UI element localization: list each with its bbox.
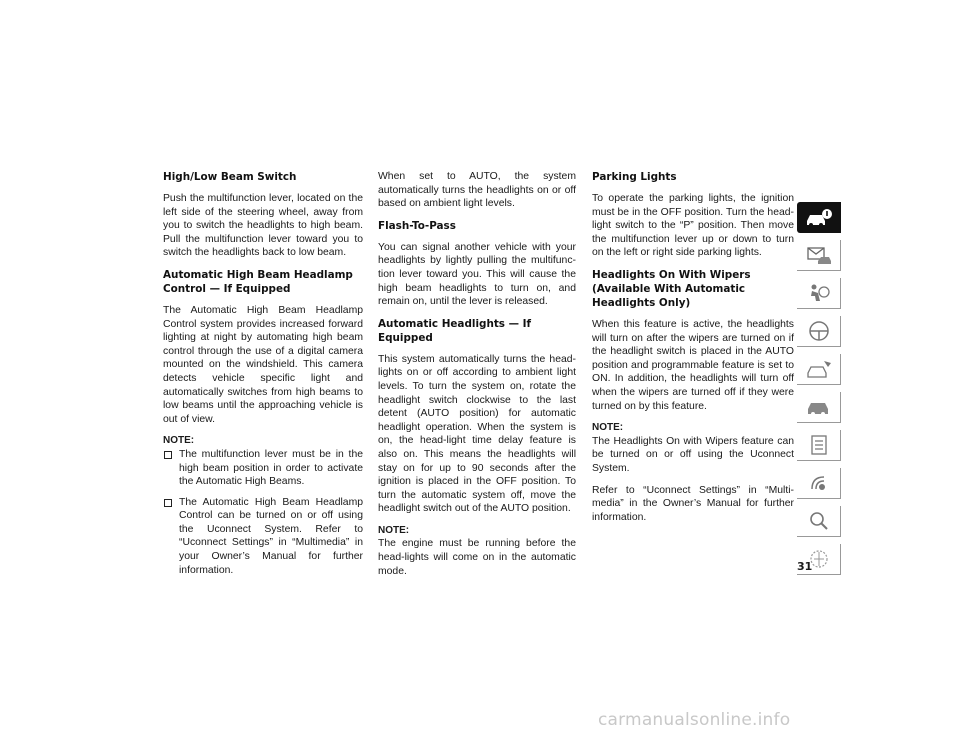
watermark: carmanualsonline.info	[598, 710, 791, 730]
chapter-tabs	[797, 202, 841, 582]
paragraph: Refer to “Uconnect Settings” in “Multi-media” in the Owner’s Manual for further information.	[592, 484, 794, 523]
tab-messages[interactable]	[797, 240, 841, 271]
column-right	[592, 170, 794, 532]
heading-flash-to-pass: Flash-To-Pass	[378, 219, 456, 232]
checkbox-bullet-icon	[164, 451, 172, 459]
steering-wheel-icon	[804, 319, 834, 343]
paragraph: This system automatically turns the head-lights on or off according to ambient light levels. To turn the system on, rotate the headlight switch clockwise to the last detent (AUTO position) for automatic headlight operation. When the system is on, the head-light time delay feature is also on. This means the headlights will stay on for up to 90 seconds after the ignition is placed in the OFF position. To turn the automatic system off, move the headlight switch out of the AUTO position.	[378, 353, 576, 515]
paragraph: The Automatic High Beam Headlamp Control system provides increased forward lighting at night by automating high beam control through the use of a digital camera mounted on the windshield. This camera detects vehicle specific light and automatically switches from high beams to low beams until the approaching vehicle is out of view.	[163, 304, 363, 425]
note-text: The engine must be running before the head-lights will come on in the automatic mode.	[378, 538, 576, 577]
list-item	[163, 496, 363, 578]
tab-emergency[interactable]	[797, 354, 841, 385]
heading-parking-lights: Parking Lights	[592, 171, 677, 183]
mail-car-icon	[804, 243, 834, 267]
list-item	[163, 448, 363, 489]
car-service-icon	[804, 395, 834, 419]
multimedia-icon	[804, 471, 834, 495]
note-text: The Headlights On with Wipers feature can be turned on or off using the Uconnect System.	[592, 435, 794, 474]
tab-getting-to-know[interactable]	[797, 202, 841, 233]
tab-multimedia[interactable]	[797, 468, 841, 499]
note-label: NOTE:	[592, 422, 624, 434]
heading-headlights-with-wipers: Headlights On With Wipers (Available With Automatic Headlights Only)	[592, 268, 751, 309]
column-left	[163, 170, 363, 584]
heading-auto-high-beam: Automatic High Beam Headlamp Control — If Equipped	[163, 268, 353, 295]
paragraph: You can signal another vehicle with your headlights by lightly pulling the multifunc-tion lever toward you. This will cause the high beam headlights to turn on, and remain on, until the lever is released.	[378, 241, 576, 308]
tab-safety[interactable]	[797, 278, 841, 309]
paragraph: When set to AUTO, the system automatically turns the headlights on or off based on ambient light levels.	[378, 171, 576, 210]
search-icon	[804, 509, 834, 533]
tab-index[interactable]	[797, 506, 841, 537]
page-number: 31	[797, 560, 813, 573]
paragraph: To operate the parking lights, the ignition must be in the OFF position. Turn the head-light switch to the “P” position. Then move the multifunction lever up or down to turn on the left or right side parking lights.	[592, 193, 794, 259]
tab-specifications[interactable]	[797, 430, 841, 461]
heading-high-low-beam: High/Low Beam Switch	[163, 171, 297, 183]
specs-list-icon	[804, 433, 834, 457]
note-label: NOTE:	[163, 435, 195, 447]
paragraph: Push the multifunction lever, located on the left side of the steering wheel, away from you to switch the headlights to high beam. Pull the multifunction lever toward you to switch the headlights back to low beam.	[163, 193, 363, 259]
car-info-icon	[804, 206, 834, 230]
column-middle	[378, 170, 576, 586]
airbag-icon	[804, 281, 834, 305]
list-item-text: The multifunction lever must be in the high beam position in order to activate the Automatic High Beams.	[179, 448, 363, 488]
checkbox-bullet-icon	[164, 499, 172, 507]
car-crash-icon	[804, 357, 834, 381]
note-label: NOTE:	[378, 524, 410, 536]
list-item-text: The Automatic High Beam Headlamp Control can be turned on or off using the Uconnect System. Refer to “Uconnect Settings” in “Multimedia” in your Owner’s Manual for further information.	[179, 496, 363, 576]
paragraph: When this feature is active, the headlights will turn on after the wipers are turned on if the headlight switch is placed in the AUTO position and programmable feature is set to ON. In addition, the headlights will turn off when the wipers are turned off if they were turned on by this feature.	[592, 318, 794, 412]
tab-servicing[interactable]	[797, 392, 841, 423]
tab-starting[interactable]	[797, 316, 841, 347]
heading-automatic-headlights: Automatic Headlights — If Equipped	[378, 317, 532, 344]
